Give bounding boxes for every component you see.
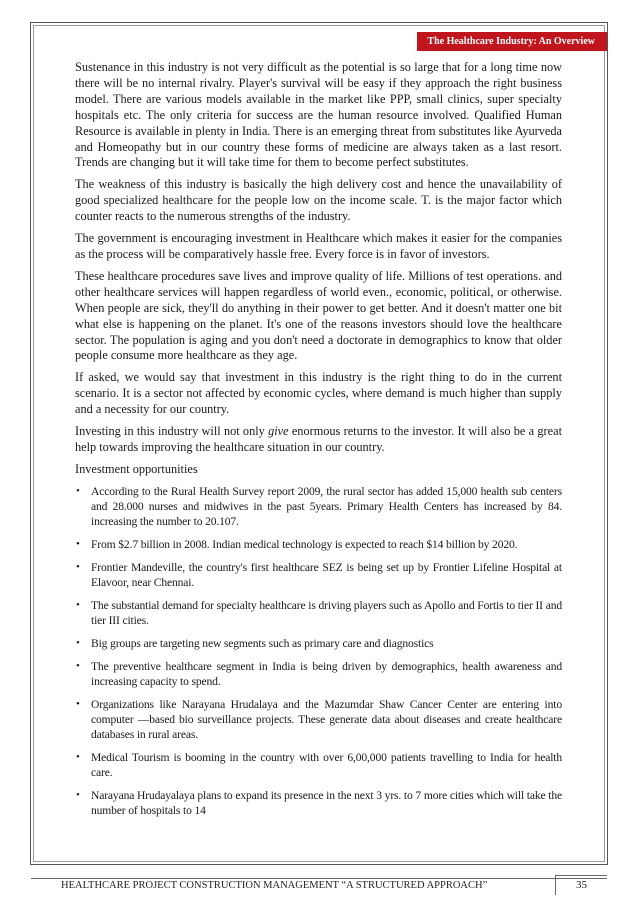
bullet-icon: • <box>76 788 80 801</box>
bullet-icon: • <box>76 537 80 550</box>
paragraph-investing <box>75 424 562 456</box>
list-item-text: The substantial demand for specialty healthcare is driving players such as Apollo and Fortis to tier II and tier III cities. <box>91 598 562 627</box>
list-item <box>75 750 562 780</box>
bullet-list <box>75 484 562 818</box>
list-item-text: Narayana Hrudayalaya plans to expand its presence in the next 3 yrs. to 7 more cities which will take the number of hospitals to 14 <box>91 788 562 817</box>
page-number: 35 <box>555 875 607 895</box>
bullet-icon: • <box>76 598 80 611</box>
list-item <box>75 636 562 651</box>
list-item-text: Frontier Mandeville, the country's first healthcare SEZ is being set up by Frontier Lifeline Hospital at Elavoor, near Chennai. <box>91 560 562 589</box>
text-run: enormous returns to the investor. It will also be a great help towards improving the healthcare situation in our country. <box>75 424 562 454</box>
bullet-icon: • <box>76 659 80 672</box>
bullet-icon: • <box>76 697 80 710</box>
list-item <box>75 598 562 628</box>
bullet-icon: • <box>76 484 80 497</box>
list-item <box>75 537 562 552</box>
document-body <box>75 60 562 826</box>
list-item <box>75 788 562 818</box>
footer-divider <box>31 878 607 879</box>
list-item-text: Medical Tourism is booming in the country with over 6,00,000 patients travelling to India for health care. <box>91 750 562 779</box>
bullet-icon: • <box>76 560 80 573</box>
list-item-text: Organizations like Narayana Hrudalaya and the Mazumdar Shaw Cancer Center are entering into computer —based bio surveillance projects. These generate data about diseases and create healthcare databases in rural areas. <box>91 697 562 741</box>
list-item-text: The preventive healthcare segment in India is being driven by demographics, health awareness and increasing capacity to spend. <box>91 659 562 688</box>
list-item-text: According to the Rural Health Survey report 2009, the rural sector has added 15,000 health sub centers and 28.000 nurses and midwives in the past 5years. Primary Health Centers has increased by 84. increasing the number to 20.107. <box>91 484 562 528</box>
paragraph: If asked, we would say that investment in this industry is the right thing to do in the current scenario. It is a sector not affected by economic cycles, where demand is much higher than supply and a necessity for our country. <box>75 370 562 417</box>
paragraph: These healthcare procedures save lives and improve quality of life. Millions of test operations. and other healthcare services will happen regardless of world even., economic, political, or otherwise. When people are sick, they'll do anything in their power to get better. And it doesn't matter one bit what else is happening on the planet. It's one of the reasons investors should love the healthcare sector. The population is aging and you don't need a doctorate in demographics to know that older people consume more healthcare as they age. <box>75 268 562 363</box>
list-item-text: Big groups are targeting new segments such as primary care and diagnostics <box>91 636 434 650</box>
text-run: Investing in this industry will not only <box>75 424 269 439</box>
paragraph: The weakness of this industry is basically the high delivery cost and hence the unavailability of good specialized healthcare for the people low on the income scale. T. is the major factor which counter reacts to the numerous strengths of the industry. <box>75 177 562 224</box>
emphasis-text: give <box>268 424 289 439</box>
list-item-text: From $2.7 billion in 2008. Indian medical technology is expected to reach $14 billion by 2020. <box>91 537 518 551</box>
list-item <box>75 560 562 590</box>
running-header: The Healthcare Industry: An Overview <box>417 32 607 51</box>
list-item <box>75 659 562 689</box>
section-heading: Investment opportunities <box>75 461 198 476</box>
list-item <box>75 697 562 742</box>
footer-title: HEALTHCARE PROJECT CONSTRUCTION MANAGEMENT “A STRUCTURED APPROACH” <box>61 880 488 891</box>
bullet-icon: • <box>76 750 80 763</box>
paragraph: Sustenance in this industry is not very difficult as the potential is so large that for a long time now there will be no internal rivalry. Player's survival will be easy if they approach the right business model. There are various models available in the market like PPP, small clinics, super specialty hospitals etc. The only criteria for success are the human resource involved. Qualified Human Resource is available in plenty in India. There is an emerging threat from substitutes like Ayurveda and Homeopathy but in our country these forms of medicine are always taken as a last resort. Trends are changing but it will take time for them to become perfect substitutes. <box>75 60 562 170</box>
list-item <box>75 484 562 529</box>
paragraph: The government is encouraging investment in Healthcare which makes it easier for the companies as the process will be comparatively hassle free. Every force is in favor of investors. <box>75 231 562 261</box>
bullet-icon: • <box>76 636 80 649</box>
